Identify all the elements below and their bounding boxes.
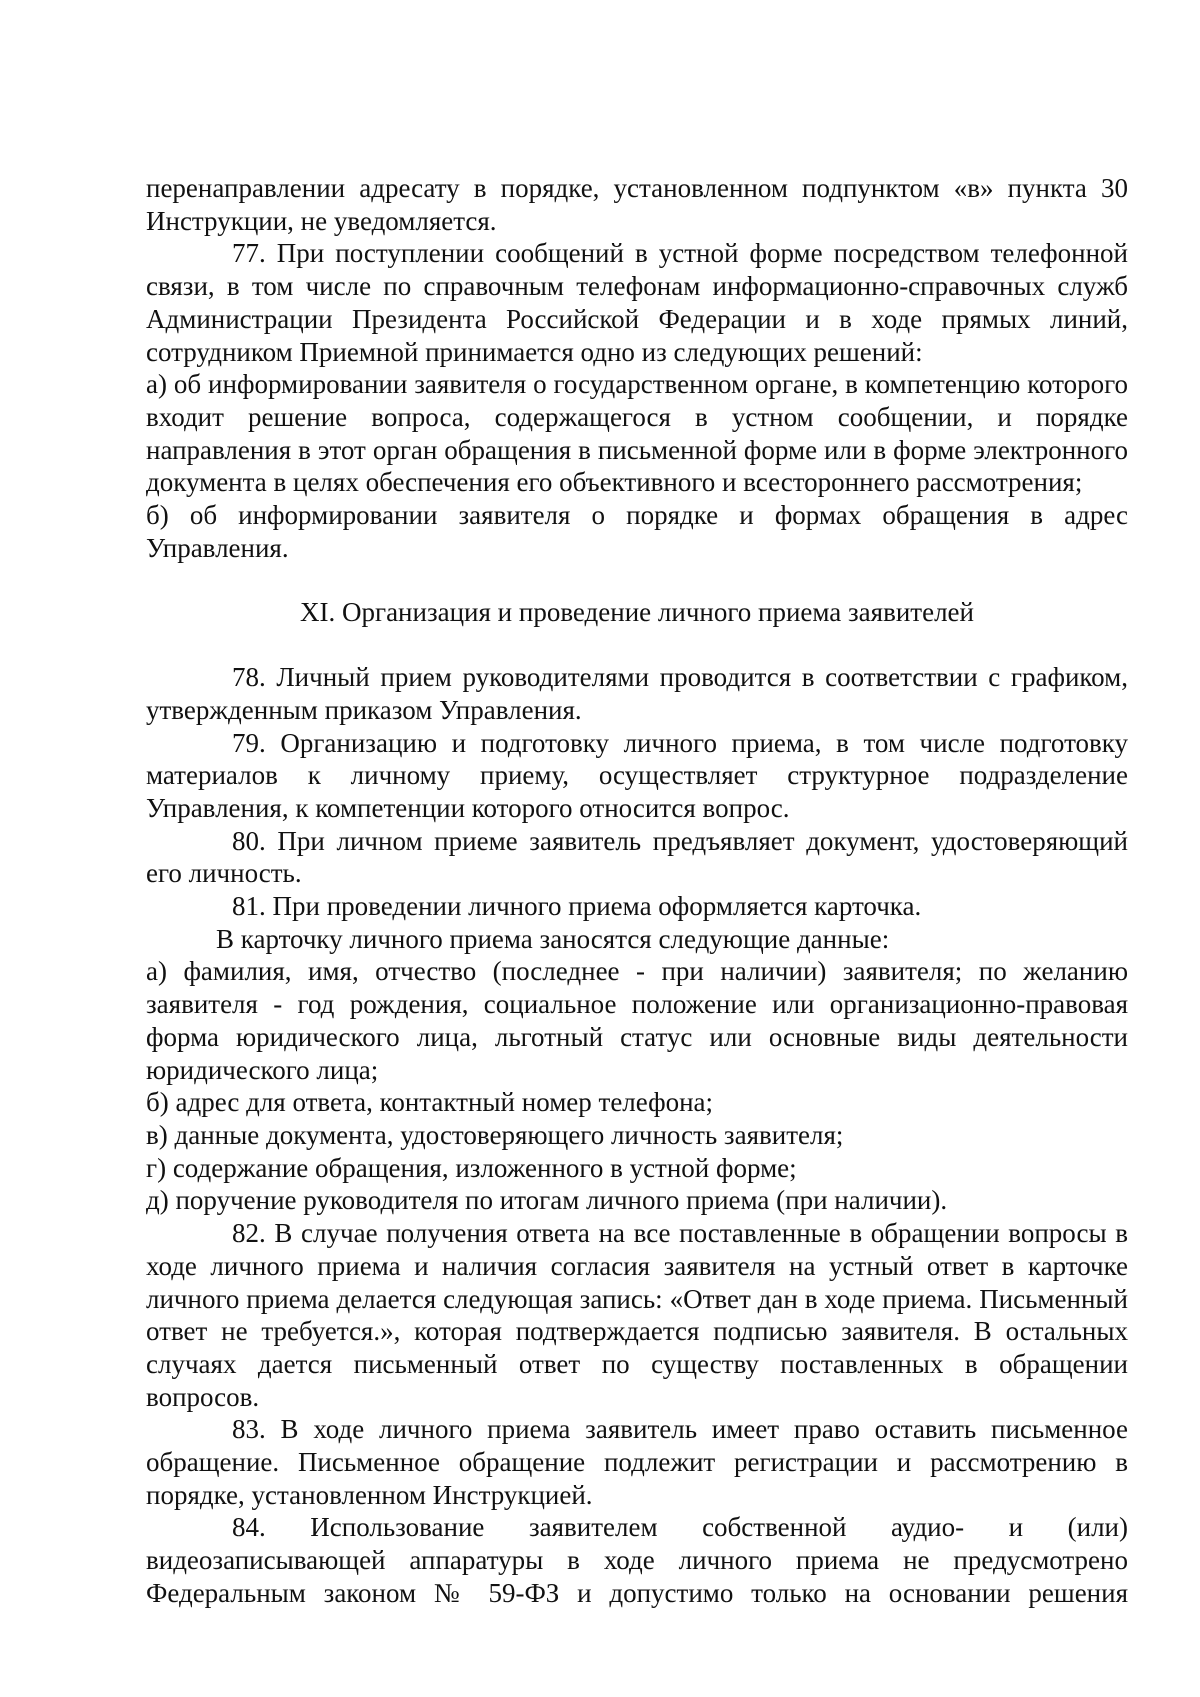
paragraph-card-data-intro: В карточку личного приема заносятся следующие данные: xyxy=(216,923,890,954)
paragraph-81: 81. При проведении личного приема оформляется карточка. xyxy=(232,891,922,922)
document-page xyxy=(146,172,1128,1610)
paragraph-83: 83. В ходе личного приема заявитель имеет право оставить письменное обращение. Письменное обращение подлежит регистрации и рассмотрению в порядке, установленном Инструкцией. xyxy=(146,1414,1128,1510)
paragraph-82: 82. В случае получения ответа на все поставленные в обращении вопросы в ходе личного приема и наличия согласия заявителя на устный ответ в карточке личного приема делается следующая запись: «Ответ дан в ходе приема. Письменный ответ не требуется.», которая подтверждается подписью заявителя. В остальных случаях дается письменный ответ по существу поставленных в обращении вопросов. xyxy=(146,1218,1128,1412)
list-item-card-b: б) адрес для ответа, контактный номер телефона; xyxy=(146,1087,714,1118)
list-item-card-d: д) поручение руководителя по итогам личного приема (при наличии). xyxy=(146,1185,948,1216)
paragraph-79: 79. Организацию и подготовку личного приема, в том числе подготовку материалов к личному приему, осуществляет структурное подразделение Управления, к компетенции которого относится вопрос. xyxy=(146,727,1128,823)
paragraph-77: 77. При поступлении сообщений в устной форме посредством телефонной связи, в том числе по справочным телефонам информационно-справочных служб Администрации Президента Российской Федерации и в ходе прямых линий, сотрудником Приемной принимается одно из следующих решений: xyxy=(146,238,1128,367)
paragraph-84: 84. Использование заявителем собственной аудио- и (или) видеозаписывающей аппаратуры в ходе личного приема не предусмотрено Федеральным законом № 59-ФЗ и допустимо только на основании решения xyxy=(146,1512,1128,1608)
paragraph-continuation: перенаправлении адресату в порядке, установленном подпунктом «в» пункта 30 Инструкции, не уведомляется. xyxy=(146,173,1128,236)
paragraph-80: 80. При личном приеме заявитель предъявляет документ, удостоверяющий его личность. xyxy=(146,825,1128,889)
section-heading: XI. Организация и проведение личного приема заявителей xyxy=(300,597,974,628)
paragraph-78: 78. Личный прием руководителями проводится в соответствии с графиком, утвержденным приказом Управления. xyxy=(146,662,1128,725)
list-item-card-a: а) фамилия, имя, отчество (последнее - при наличии) заявителя; по желанию заявителя - год рождения, социальное положение или организационно-правовая форма юридического лица, льготный статус или основные виды деятельности юридического лица; xyxy=(146,956,1128,1085)
list-item-a: а) об информировании заявителя о государственном органе, в компетенцию которого входит решение вопроса, содержащегося в устном сообщении, и порядке направления в этот орган обращения в письменной форме или в форме электронного документа в целях обеспечения его объективного и всестороннего рассмотрения; xyxy=(146,369,1128,498)
list-item-card-g: г) содержание обращения, изложенного в устной форме; xyxy=(146,1152,797,1183)
list-item-b: б) об информировании заявителя о порядке и формах обращения в адрес Управления. xyxy=(146,500,1128,563)
list-item-card-v: в) данные документа, удостоверяющего личность заявителя; xyxy=(146,1119,844,1150)
